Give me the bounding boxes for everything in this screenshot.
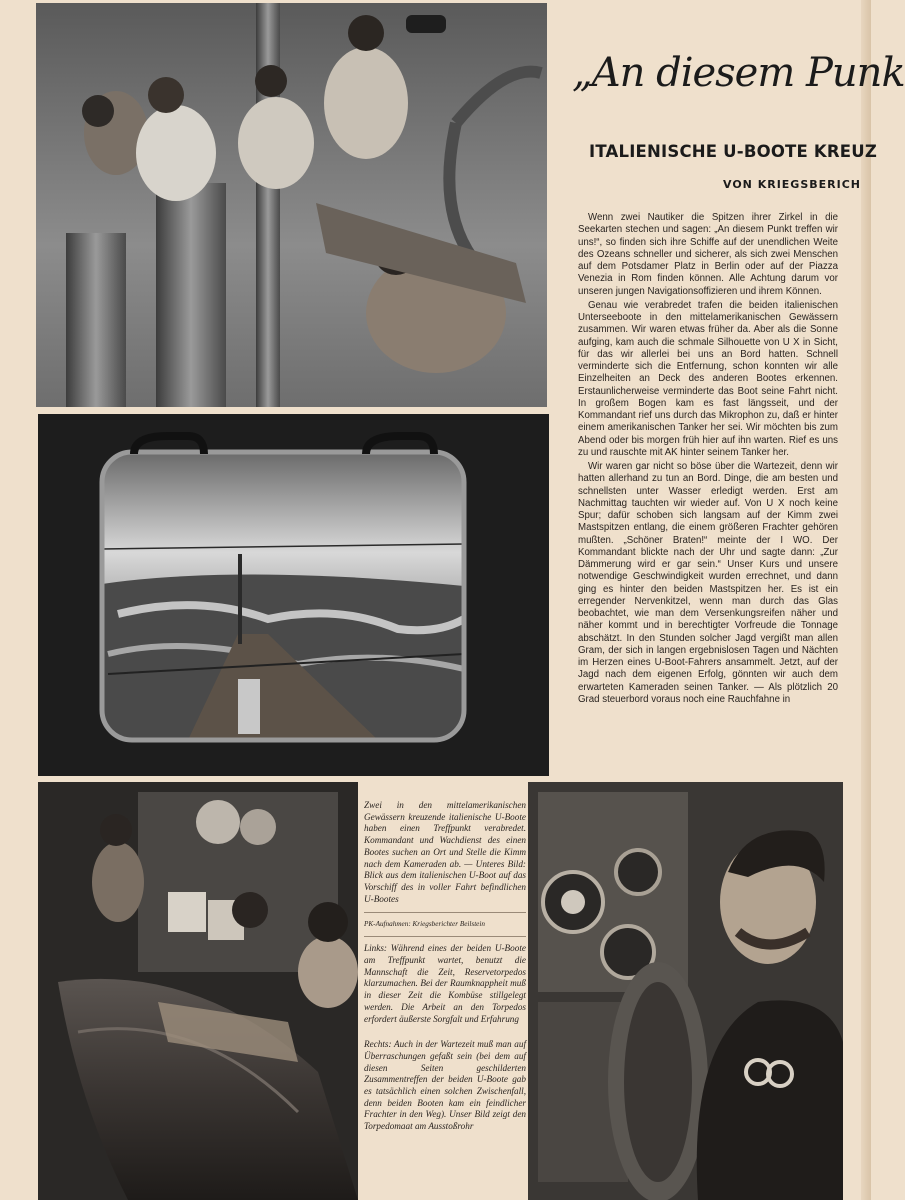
article-paragraph: Genau wie verabredet trafen die beiden italienischen Unterseeboote in den mittelamerikanischen Gewässern zusammen. Wir waren etwas früher da. Aber als die Sonne aufging, kam auch die schmale Silhouette von U X in Sicht, für das wir allerlei bei uns an Bord hatten. Schnell verminderte sich die Entfernung, schon konnten wir alle Einzelheiten an Deck des anderen Bootes erkennen. Erstaunlicherweise verminderte das Boot seine Fahrt nicht. In großem Bogen kam es fast längsseit, und der Kommandant rief uns durch das Mikrophon zu, daß er hinter einem amerikanischen Tanker her sei. Wir möchten bis zum Abend oder bis morgen früh hier auf ihn warten. Rief es uns zu und rauschte mit AK hinter seinem Tanker her. [578,299,838,458]
article-paragraph: Wenn zwei Nautiker die Spitzen ihrer Zirkel in die Seekarten stechen und sagen: „An diesem Punkt treffen wir uns!“, so finden sich ihre Schiffe auf der unendlichen Weite des Ozeans schneller und sicherer, als sich zwei Menschen auf dem Potsdamer Platz in Berlin oder auf der Piazza Venezia in Rom finden können. Alle Achtung darum vor unseren jungen Navigationsoffizieren und ihrem Können. [578,212,838,297]
article-paragraph: Wir waren gar nicht so böse über die Wartezeit, denn wir hatten allerhand zu tun an Bord. Dinge, die am besten und schnellsten unter Wasser erledigt werden. Erst am Nachmittag tauchten wir wieder auf. Von U X noch keine Spur; dafür schoben sich langsam auf der Kimm zwei Mastspitzen entlang, die einem größeren Frachter gehören mußten. „Schöner Braten!“ meinte der I WO. Der Kommandant blickte nach der Uhr und sagte dann: „Zur Dämmerung wird er gar sein.“ Unser Kurs und unsere notwendige Geschwindigkeit wurden errechnet, und dann ging es hinter den beiden Mastspitzen her. Es ist ein erregender Nervenkitzel, wenn man durch das Glas beobachtet, wie man dem Versenkungsreifen näher und näher kommt und in berechtigter Vorfreude die Tonnage abschätzt. In den Stunden solcher Jagd vergißt man allen Gram, der sich in langen ergebnislosen Tagen und Nächten im Herzen eines U-Boot-Fahrers ansammelt. Jetzt, auf der Jagd nach dem eigenen Erfolg, gönnten wir auch dem erwarteten Kameraden seinen Tanker. — Als plötzlich 20 Grad steuerbord voraus noch eine Rauchfahne in [578,461,838,705]
article-byline: VON KRIEGSBERICH [723,178,861,191]
photo-torpedo-mate-at-launch-tube [528,782,843,1200]
page-edge [861,0,871,1200]
article-body [578,212,838,770]
photo-porthole-foredeck-view [38,414,549,776]
photo-captions [364,800,526,1195]
photo-lookouts-on-conning-tower [36,3,547,407]
caption-left-photo: Links: Während eines der beiden U-Boote am Treffpunkt wartet, benutzt die Mannschaft die Zeit, Reservetorpedos klarzumachen. Bei der Raumknappheit muß in dieser Zeit die Kombüse stillgelegt werden. Die Arbeit an den Torpedos erfordert äußerste Sorgfalt und Erfahrung [364,943,526,1024]
caption-divider [364,936,526,937]
caption-top-photos: Zwei in den mittelamerikanischen Gewässern kreuzende italienische U-Boote haben einen Treffpunkt verabredet. Kommandant und Wachdienst des einen Bootes suchen an Ort und Stelle die Kimm nach dem Kameraden ab. — Unteres Bild: Blick aus dem italienischen U-Boot auf das Vorschiff des in voller Fahrt befindlichen U-Bootes [364,800,526,904]
caption-right-photo: Rechts: Auch in der Wartezeit muß man auf Überraschungen gefaßt sein (bei dem auf diesen Seiten geschilderten Zusammentreffen der beiden U-Boote gab es tatsächlich einen solchen Zwischenfall, denn beiden Booten kam ein feindlicher Frachter in den Weg). Unser Bild zeigt den Torpedomaat am Ausstoßrohr [364,1039,526,1132]
article-subheadline: ITALIENISCHE U-BOOTE KREUZ [589,142,878,161]
article-headline: „An diesem Punk [572,50,905,96]
photo-crew-preparing-torpedoes [38,782,358,1200]
caption-divider [364,912,526,913]
photo-credit: PK-Aufnahmen: Kriegsberichter Beilstein [364,920,485,929]
